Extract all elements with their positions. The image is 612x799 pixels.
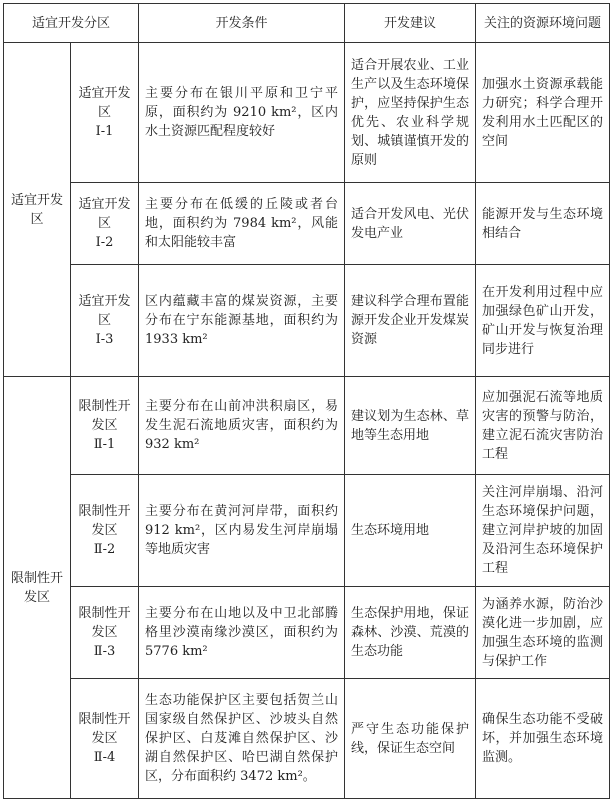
suggestion-cell: 生态保护用地，保证森林、沙漠、荒漠的生态功能 (345, 587, 476, 679)
subzone-name: 限制性开发区 (78, 606, 131, 640)
subzone-name: 适宜开发区 (78, 294, 131, 328)
zone-suitable: 适宜开发区 (4, 43, 71, 377)
condition-cell: 主要分布在黄河河岸带，面积约 912 km²，区内易发生河岸崩塌等地质灾害 (139, 475, 345, 587)
issues-cell: 应加强泥石流等地质灾害的预警与防治，建立泥石流灾害防治工程 (476, 377, 610, 475)
subzone-code: Ⅰ-2 (95, 235, 114, 250)
subzone-II-2 (71, 475, 139, 587)
suggestion-cell: 建议划为生态林、草地等生态用地 (345, 377, 476, 475)
header-zone: 适宜开发分区 (4, 4, 139, 43)
issues-cell: 为涵养水源，防治沙漠化进一步加剧，应加强生态环境的监测与保护工作 (476, 587, 610, 679)
table-row (4, 475, 610, 587)
subzone-name: 限制性开发区 (78, 399, 131, 433)
development-zoning-table (3, 3, 610, 799)
subzone-II-4 (71, 679, 139, 799)
table-row (4, 679, 610, 799)
condition-cell: 主要分布在山地以及中卫北部腾格里沙漠南缘沙漠区，面积约为 5776 km² (139, 587, 345, 679)
subzone-code: Ⅰ-3 (95, 332, 114, 347)
subzone-code: Ⅱ-1 (93, 437, 116, 452)
subzone-name: 限制性开发区 (78, 504, 131, 538)
table-row (4, 587, 610, 679)
condition-cell: 区内蕴藏丰富的煤炭资源，主要分布在宁东能源基地，面积约为 1933 km² (139, 265, 345, 377)
condition-cell: 主要分布在银川平原和卫宁平原，面积约为 9210 km²，区内水土资源匹配程度较好 (139, 43, 345, 183)
subzone-II-1 (71, 377, 139, 475)
subzone-name: 适宜开发区 (78, 86, 131, 120)
issues-cell: 加强水土资源承载能力研究；科学合理开发利用水土匹配区的空间 (476, 43, 610, 183)
subzone-name: 限制性开发区 (78, 712, 131, 746)
header-row (4, 4, 610, 43)
suggestion-cell: 适合开展农业、工业生产以及生态环境保护，应坚持保护生态优先、农业科学规划、城镇谨慎开发的原则 (345, 43, 476, 183)
issues-cell: 确保生态功能不受破坏，并加强生态环境监测。 (476, 679, 610, 799)
suggestion-cell: 适合开发风电、光伏发电产业 (345, 183, 476, 265)
header-issues: 关注的资源环境问题 (476, 4, 610, 43)
condition-cell: 主要分布在山前冲洪积扇区，易发生泥石流地质灾害，面积约为 932 km² (139, 377, 345, 475)
subzone-I-3 (71, 265, 139, 377)
subzone-I-2 (71, 183, 139, 265)
table-row (4, 265, 610, 377)
subzone-I-1 (71, 43, 139, 183)
issues-cell: 关注河岸崩塌、沿河生态环境保护问题，建立河岸护坡的加固及沿河生态环境保护工程 (476, 475, 610, 587)
zone-restricted: 限制性开发区 (4, 377, 71, 799)
issues-cell: 在开发利用过程中应加强绿色矿山开发，矿山开发与恢复治理同步进行 (476, 265, 610, 377)
header-suggestion: 开发建议 (345, 4, 476, 43)
issues-cell: 能源开发与生态环境相结合 (476, 183, 610, 265)
condition-cell: 主要分布在低缓的丘陵或者台地，面积约为 7984 km²，风能和太阳能较丰富 (139, 183, 345, 265)
subzone-code: Ⅱ-2 (93, 542, 116, 557)
subzone-code: Ⅱ-4 (93, 750, 116, 765)
suggestion-cell: 建议科学合理布置能源开发企业开发煤炭资源 (345, 265, 476, 377)
condition-cell: 生态功能保护区主要包括贺兰山国家级自然保护区、沙坡头自然保护区、白芨滩自然保护区、沙湖自然保护区、哈巴湖自然保护区，分布面积约 3472 km²。 (139, 679, 345, 799)
subzone-code: Ⅱ-3 (93, 644, 116, 659)
header-condition: 开发条件 (139, 4, 345, 43)
subzone-code: Ⅰ-1 (95, 124, 114, 139)
table-row (4, 377, 610, 475)
subzone-II-3 (71, 587, 139, 679)
table-row (4, 43, 610, 183)
subzone-name: 适宜开发区 (78, 197, 131, 231)
suggestion-cell: 生态环境用地 (345, 475, 476, 587)
suggestion-cell: 严守生态功能保护线，保证生态空间 (345, 679, 476, 799)
table-row (4, 183, 610, 265)
